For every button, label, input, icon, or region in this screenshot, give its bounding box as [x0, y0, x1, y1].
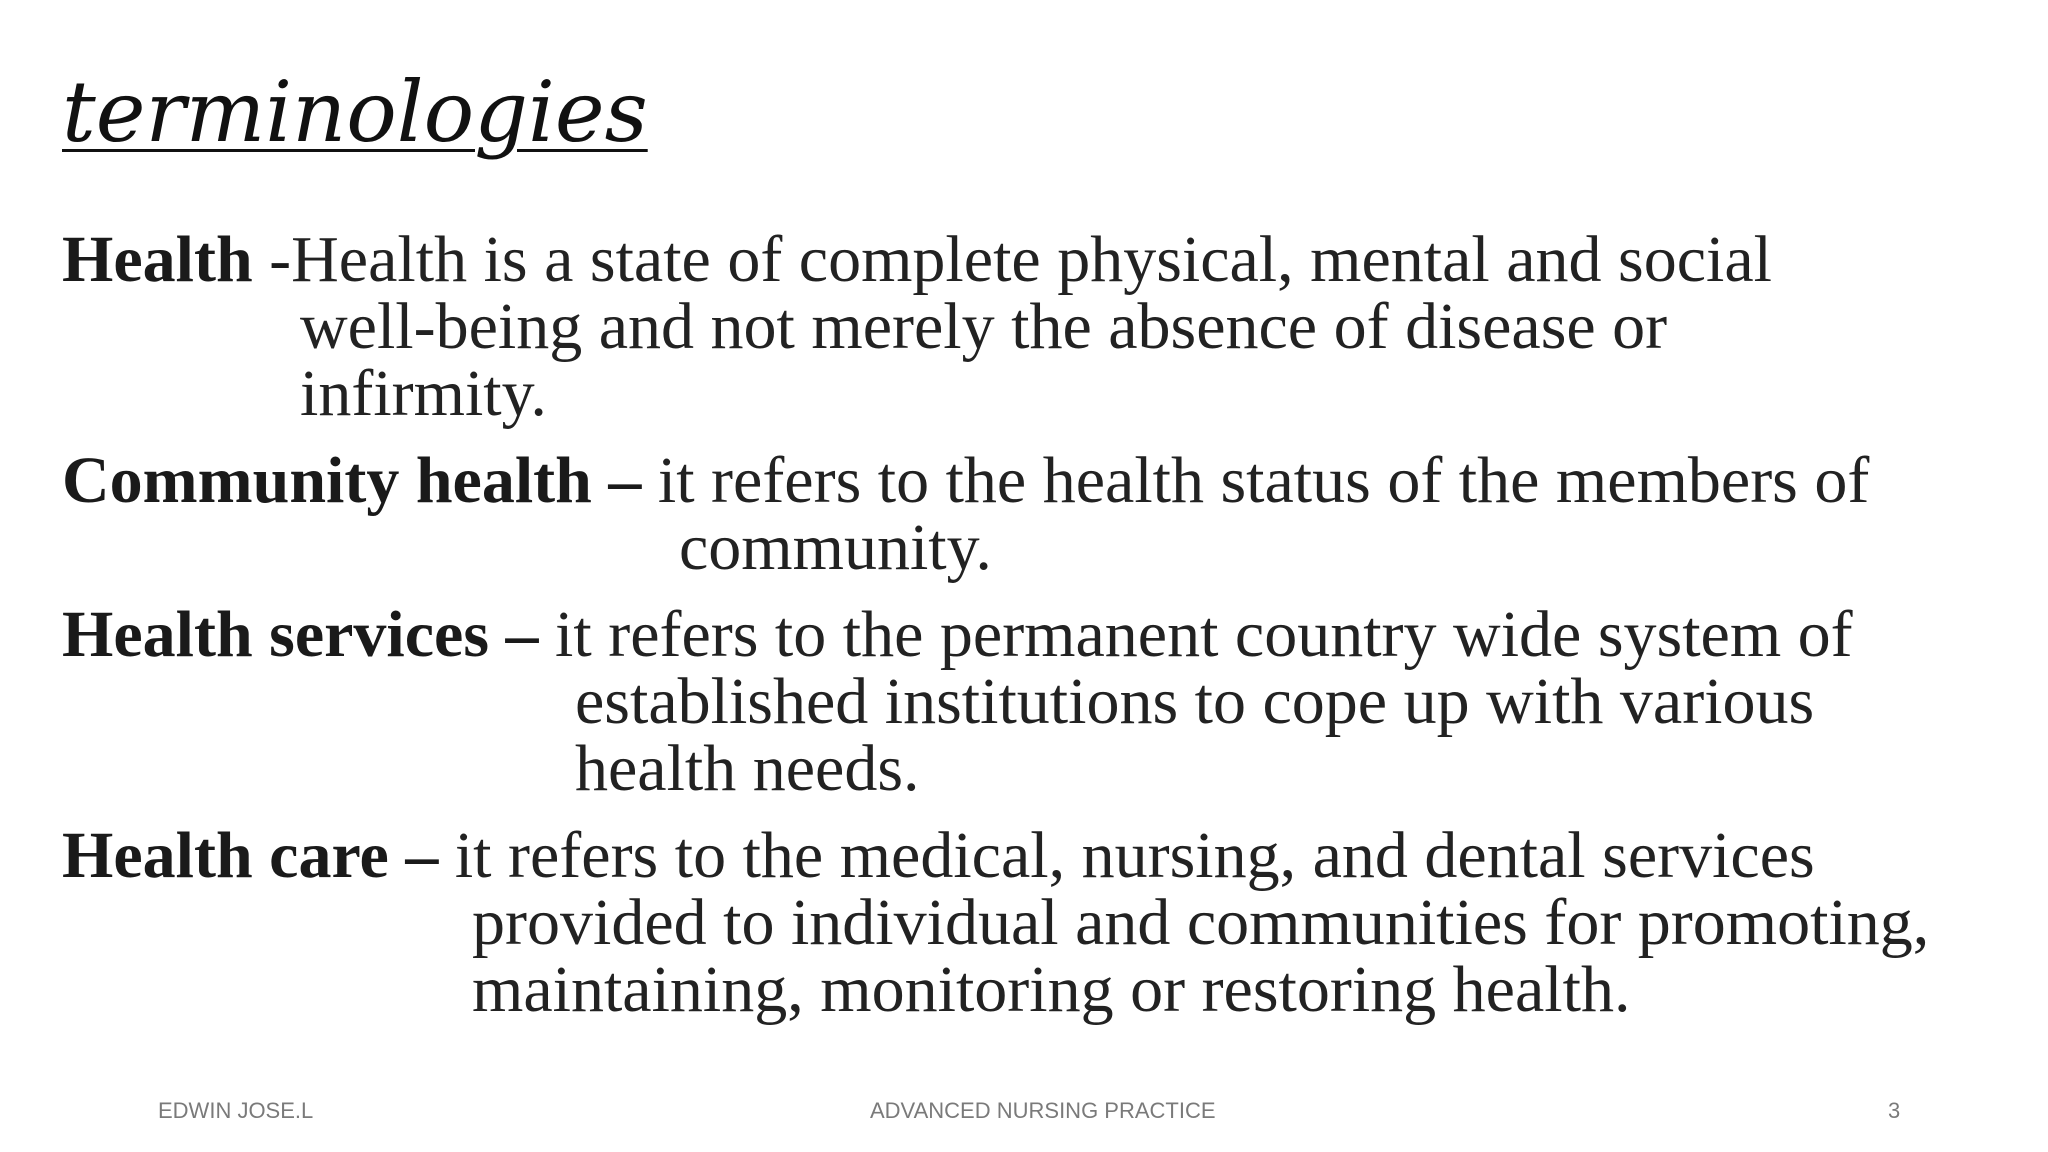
term-definition-line: provided to individual and communities for promoting, [472, 886, 1930, 959]
term-health [62, 223, 2012, 430]
footer-course: ADVANCED NURSING PRACTICE [870, 1098, 1216, 1123]
term-name: Community health [62, 444, 592, 517]
term-separator: – [388, 819, 455, 892]
term-definition-line: established institutions to cope up with various [575, 665, 1815, 738]
term-definition-line: maintaining, monitoring or restoring health. [472, 953, 1631, 1026]
term-definition-line: it refers to the medical, nursing, and dental services [454, 819, 1815, 892]
slide-title: terminologies [62, 63, 648, 161]
footer-page-number: 3 [1888, 1098, 1901, 1123]
term-definition-line: community. [679, 511, 992, 584]
term-community-health [62, 444, 2012, 584]
terms-list [62, 223, 2012, 1043]
term-definition-line: it refers to the health status of the members of [657, 444, 1870, 517]
term-definition-line: well-being and not merely the absence of disease or [300, 290, 1668, 363]
footer-author: EDWIN JOSE.L [158, 1098, 314, 1123]
term-separator: - [252, 223, 292, 296]
term-definition-line: it refers to the permanent country wide system of [555, 598, 1853, 671]
term-name: Health [62, 223, 253, 296]
term-separator: – [591, 444, 658, 517]
term-definition-line: infirmity. [300, 357, 547, 430]
term-name: Health care [62, 819, 389, 892]
term-health-care [62, 819, 2012, 1026]
term-name: Health services [62, 598, 490, 671]
term-definition-line: health needs. [575, 732, 920, 805]
term-separator: – [489, 598, 556, 671]
term-health-services [62, 598, 2012, 805]
term-definition-line: Health is a state of complete physical, mental and social [291, 223, 1772, 296]
